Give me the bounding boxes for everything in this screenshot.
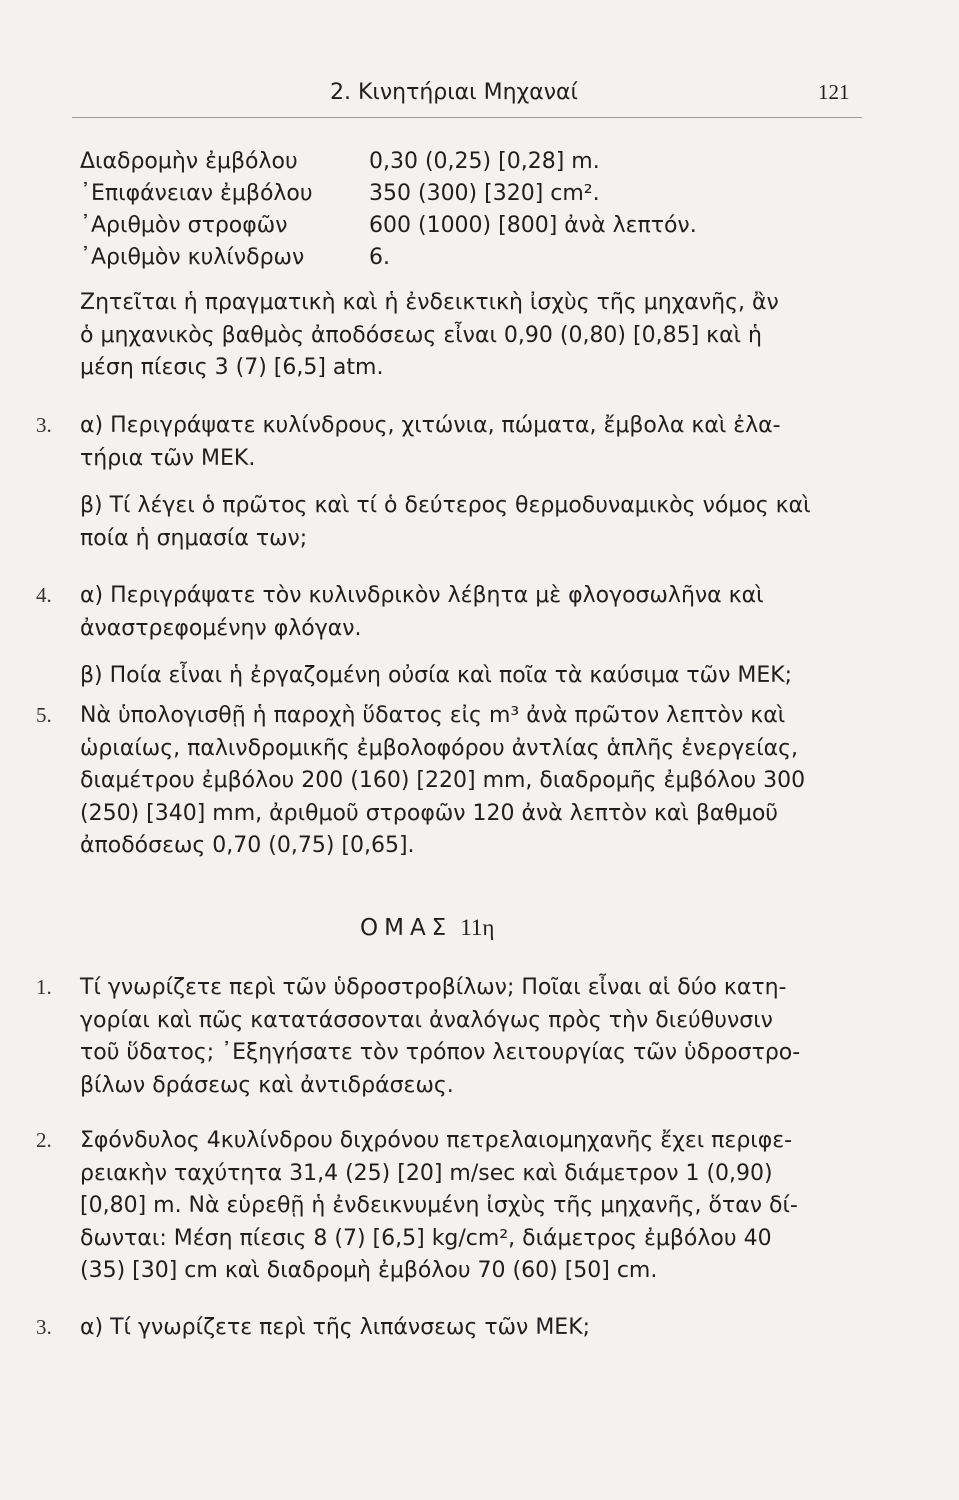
spec-label: ᾿Αριθμὸν στροφῶν [80,213,288,238]
spec-row [80,146,697,178]
spec-row [80,242,697,274]
text-line: ἀναστρεφομένην φλόγαν. [80,615,362,641]
spec-label: Διαδρομὴν ἐμβόλου [80,149,298,174]
text-line: Σφόνδυλος 4κυλίνδρου διχρόνου πετρελαιομηχανῆς ἔχει περιφε- [80,1128,793,1153]
text-line: γορίαι καὶ πῶς κατατάσσονται ἀναλόγως πρὸς τὴν διεύθυνσιν [80,1007,773,1033]
question-item [80,1312,870,1345]
text-line: α) Περιγράψατε κυλίνδρους, χιτώνια, πώματα, ἔμβολα καὶ ἐλα- [80,413,781,438]
text-line: διαμέτρου ἐμβόλου 200 (160) [220] mm, διαδρομῆς ἐμβόλου 300 [80,768,806,793]
group-number: 11η [460,915,495,940]
item-number: 3. [36,1315,52,1339]
question-item [80,972,870,1102]
question-item [80,1125,870,1288]
text-line: δωνται: Μέση πίεσις 8 (7) [6,5] kg/cm², διάμετρος ἐμβόλου 40 [80,1225,772,1251]
item-number: 1. [36,975,52,999]
question-text [80,287,870,385]
text-line: (250) [340] mm, ἀριθμοῦ στροφῶν 120 ἀνὰ λεπτὸν καὶ βαθμοῦ [80,800,779,826]
item-number: 5. [36,703,52,727]
text-line: (35) [30] cm καὶ διαδρομὴ ἐμβόλου 70 (60) [50] cm. [80,1258,658,1283]
item-number: 4. [36,583,52,607]
group-heading [360,915,494,941]
text-line: ὡριαίως, παλινδρομικῆς ἐμβολοφόρου ἀντλίας ἁπλῆς ἐνεργείας, [80,735,799,761]
spec-value: 0,30 (0,25) [0,28] m. [369,149,600,174]
text-line: βίλων δράσεως καὶ ἀντιδράσεως. [80,1072,454,1098]
text-line: ὁ μηχανικὸς βαθμὸς ἀποδόσεως εἶναι 0,90 (0,80) [0,85] καὶ ἡ [80,322,762,348]
text-line: Νὰ ὑπολογισθῇ ἡ παροχὴ ὕδατος εἰς m³ ἀνὰ πρῶτον λεπτὸν καὶ [80,703,786,728]
text-line: Τί γνωρίζετε περὶ τῶν ὑδροστροβίλων; Ποῖαι εἶναι αἱ δύο κατη- [80,975,787,1000]
question-item [80,580,870,693]
text-line: α) Τί γνωρίζετε περὶ τῆς λιπάνσεως τῶν ΜΕΚ; [80,1315,591,1340]
spec-value: 350 (300) [320] cm². [369,181,600,206]
group-title: ΟΜΑΣ [360,915,453,941]
spec-row [80,178,697,210]
page-number: 121 [818,80,850,104]
text-line: ρειακὴν ταχύτητα 31,4 (25) [20] m/sec καὶ διάμετρον 1 (0,90) [80,1160,773,1186]
text-line: Ζητεῖται ἡ πραγματικὴ καὶ ἡ ἐνδεικτικὴ ἰσχὺς τῆς μηχανῆς, ἂν [80,290,779,315]
text-line: ἀποδόσεως 0,70 (0,75) [0,65]. [80,833,415,858]
text-line: μέση πίεσις 3 (7) [6,5] atm. [80,355,384,380]
header-rule [72,117,862,118]
spec-label: ᾿Επιφάνειαν ἐμβόλου [80,181,313,206]
question-item [80,410,870,555]
text-line: [0,80] m. Νὰ εὑρεθῇ ἡ ἐνδεικνυμένη ἰσχὺς τῆς μηχανῆς, ὅταν δί- [80,1193,798,1218]
spec-row [80,210,697,242]
running-header: 2. Κινητήριαι Μηχαναί [330,80,578,105]
spec-value: 600 (1000) [800] ἀνὰ λεπτόν. [369,213,697,238]
item-number: 2. [36,1128,52,1152]
item-number: 3. [36,413,52,437]
spec-value: 6. [369,245,390,270]
spec-list [80,146,697,274]
text-line: τήρια τῶν ΜΕΚ. [80,445,256,471]
text-line: β) Τί λέγει ὁ πρῶτος καὶ τί ὁ δεύτερος θερμοδυναμικὸς νόμος καὶ [80,493,811,518]
text-line: ποία ἡ σημασία των; [80,525,308,551]
text-line: β) Ποία εἶναι ἡ ἐργαζομένη οὐσία καὶ ποῖα τὰ καύσιμα τῶν ΜΕΚ; [80,663,793,688]
spec-label: ᾿Αριθμὸν κυλίνδρων [80,245,305,270]
text-line: α) Περιγράψατε τὸν κυλινδρικὸν λέβητα μὲ φλογοσωλῆνα καὶ [80,583,764,608]
question-item [80,700,870,863]
text-line: τοῦ ὕδατος; ᾿Εξηγήσατε τὸν τρόπον λειτουργίας τῶν ὑδροστρο- [80,1040,801,1065]
